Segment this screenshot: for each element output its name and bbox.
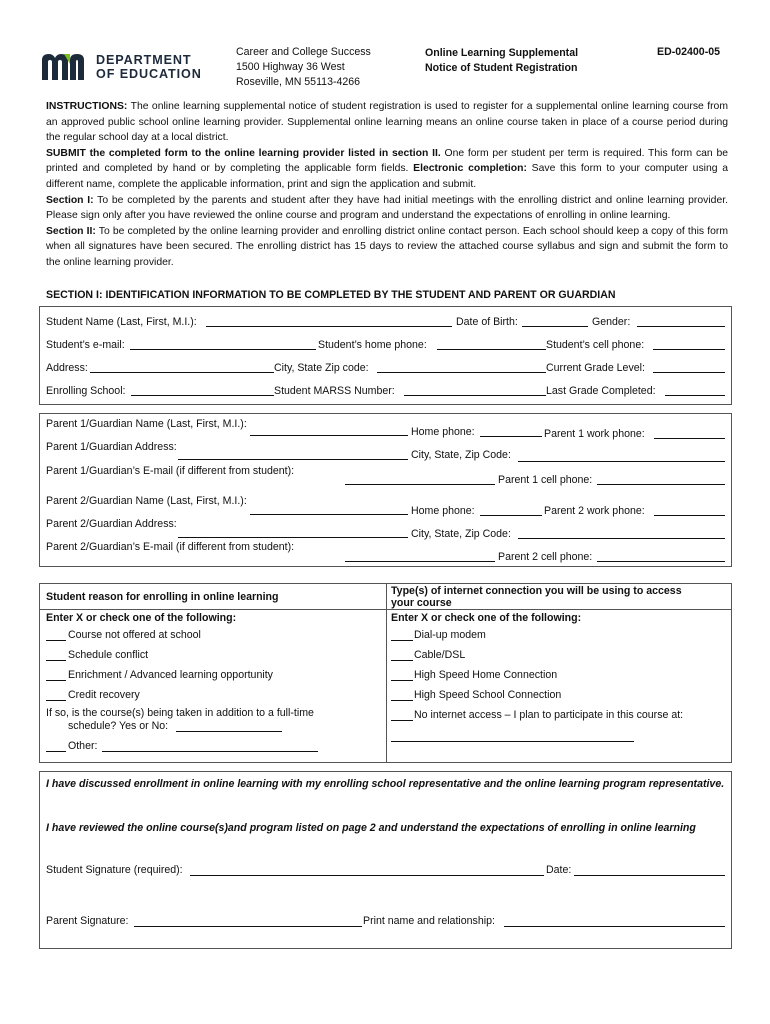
address-line: Career and College Success (236, 46, 371, 58)
parent1-home-phone-field[interactable] (480, 436, 542, 437)
gender-field[interactable] (637, 326, 725, 327)
parent2-city-field[interactable] (518, 538, 725, 539)
student-cell-phone-field[interactable] (653, 349, 725, 350)
internet-checkbox[interactable] (391, 720, 413, 721)
date-label: Date: (546, 864, 572, 876)
reason-checkbox[interactable] (46, 660, 66, 661)
course-review-statement: I have reviewed the online course(s)and program listed on page 2 and understand the expectations of enrolling in online learning (46, 822, 696, 834)
instructions-intro (46, 99, 728, 146)
date-field[interactable] (574, 875, 725, 876)
form-title-line: Online Learning Supplemental (425, 47, 579, 59)
no-internet-location-field[interactable] (391, 741, 634, 742)
student-cell-phone-label: Student’s cell phone: (546, 339, 645, 351)
enrolling-school-label: Enrolling School: (46, 385, 126, 397)
reason-checkbox[interactable] (46, 680, 66, 681)
logo-line1: DEPARTMENT (96, 53, 192, 67)
mn-logo-icon (42, 54, 92, 80)
internet-checkbox[interactable] (391, 640, 413, 641)
dob-field[interactable] (522, 326, 588, 327)
parent2-email-label: Parent 2/Guardian’s E-mail (if different from student): (46, 541, 295, 553)
reason-option: Enrichment / Advanced learning opportunity (68, 669, 273, 681)
reason-option: Schedule conflict (68, 649, 149, 661)
grade-level-label: Current Grade Level: (546, 362, 645, 374)
reason-enter-instruction: Enter X or check one of the following: (46, 612, 237, 624)
student-signature-field[interactable] (190, 875, 544, 876)
reason-option: Credit recovery (68, 689, 140, 701)
section2-text: To be completed by the online learning provider and enrolling district online contact person. Each school should keep a copy of this form when all signatures have been secured. The enrolling district has 15 days to review the attached course syllabus and sign and submit the form to the online learning provider. (46, 225, 728, 268)
parent2-home-phone-label: Home phone: (411, 505, 475, 517)
parent2-cell-phone-label: Parent 2 cell phone: (498, 551, 593, 563)
student-name-field[interactable] (206, 326, 452, 327)
section2-label: Section II: (46, 225, 96, 237)
parent1-city-label: City, State, Zip Code: (411, 449, 511, 461)
form-title (425, 46, 578, 76)
internet-option: High Speed School Connection (414, 689, 562, 701)
parent2-name-label: Parent 2/Guardian Name (Last, First, M.I.): (46, 495, 247, 507)
parent1-address-label: Parent 1/Guardian Address: (46, 441, 177, 453)
dob-label: Date of Birth: (456, 316, 518, 328)
city-state-zip-field[interactable] (377, 372, 546, 373)
student-email-label: Student’s e-mail: (46, 339, 125, 351)
parent2-cell-phone-field[interactable] (597, 561, 725, 562)
address-line: 1500 Highway 36 West (236, 61, 345, 73)
other-label: Other: (68, 740, 98, 752)
parent1-city-field[interactable] (518, 461, 725, 462)
last-grade-field[interactable] (665, 395, 725, 396)
last-grade-label: Last Grade Completed: (546, 385, 656, 397)
fulltime-question-cont: schedule? Yes or No: (68, 720, 169, 732)
section1-text: To be completed by the parents and student after they have had initial meetings with the enrolling district and online learning provider. Please sign only after you have reviewed the online course and program and understand the expectations of enrolling in online learning. (46, 194, 728, 222)
parent1-name-label: Parent 1/Guardian Name (Last, First, M.I.): (46, 418, 247, 430)
parent1-cell-phone-field[interactable] (597, 484, 725, 485)
print-name-label: Print name and relationship: (363, 915, 495, 927)
address-label: Address: (46, 362, 88, 374)
parent2-city-label: City, State, Zip Code: (411, 528, 511, 540)
submit-label: SUBMIT the completed form to the online learning provider listed in section II. (46, 147, 441, 159)
parent2-work-phone-field[interactable] (654, 515, 725, 516)
print-name-field[interactable] (504, 926, 725, 927)
student-home-phone-field[interactable] (437, 349, 546, 350)
internet-heading-cont: your course (391, 597, 452, 609)
internet-enter-instruction: Enter X or check one of the following: (391, 612, 582, 624)
other-reason-field[interactable] (102, 751, 318, 752)
enrolling-school-field[interactable] (131, 395, 274, 396)
address-line: Roseville, MN 55113-4266 (236, 76, 361, 88)
reason-checkbox[interactable] (46, 640, 66, 641)
internet-heading: Type(s) of internet connection you will be using to access (391, 585, 682, 597)
internet-option: Cable/DSL (414, 649, 466, 661)
form-code: ED-02400-05 (657, 46, 721, 58)
grade-level-field[interactable] (653, 372, 725, 373)
instructions (46, 99, 728, 271)
submit-instructions (46, 146, 728, 193)
section1-label: Section I: (46, 194, 94, 206)
parent2-work-phone-label: Parent 2 work phone: (544, 505, 645, 517)
internet-checkbox[interactable] (391, 680, 413, 681)
fulltime-answer-field[interactable] (176, 731, 282, 732)
table-divider (386, 583, 387, 763)
reason-option: Course not offered at school (68, 629, 201, 641)
address-field[interactable] (90, 372, 274, 373)
parent-signature-label: Parent Signature: (46, 915, 129, 927)
parent1-work-phone-field[interactable] (654, 438, 725, 439)
section1-title: SECTION I: IDENTIFICATION INFORMATION TO BE COMPLETED BY THE STUDENT AND PARENT OR GUARDIAN (46, 289, 616, 301)
marss-number-field[interactable] (404, 395, 546, 396)
form-title-line: Notice of Student Registration (425, 62, 578, 74)
parent1-email-label: Parent 1/Guardian’s E-mail (if different from student): (46, 465, 295, 477)
parent2-address-label: Parent 2/Guardian Address: (46, 518, 177, 530)
student-email-field[interactable] (130, 349, 316, 350)
parent1-email-field[interactable] (345, 484, 495, 485)
parent1-cell-phone-label: Parent 1 cell phone: (498, 474, 593, 486)
section2-instructions (46, 224, 728, 271)
parent2-address-field[interactable] (178, 537, 408, 538)
parent1-work-phone-label: Parent 1 work phone: (544, 428, 645, 440)
reason-checkbox[interactable] (46, 751, 66, 752)
student-signature-label: Student Signature (required): (46, 864, 183, 876)
gender-label: Gender: (592, 316, 631, 328)
internet-option: High Speed Home Connection (414, 669, 558, 681)
internet-option: No internet access – I plan to participate in this course at: (414, 709, 684, 721)
enrollment-statement: I have discussed enrollment in online learning with my enrolling school representative and the online learning program representative. (46, 778, 725, 790)
logo-line2: OF EDUCATION (96, 67, 202, 81)
student-name-label: Student Name (Last, First, M.I.): (46, 316, 197, 328)
student-home-phone-label: Student’s home phone: (318, 339, 427, 351)
parent2-email-field[interactable] (345, 561, 495, 562)
reason-heading: Student reason for enrolling in online learning (46, 591, 279, 603)
instructions-text: The online learning supplemental notice of student registration is used to register for a supplemental online learning course from an approved public school online learning provider. Supplemental online learning means an online course taken in place of a course period during the regular school day at a local district. (46, 101, 728, 144)
instructions-label: INSTRUCTIONS: (46, 101, 128, 112)
marss-number-label: Student MARSS Number: (274, 385, 395, 397)
city-state-zip-label: City, State Zip code: (274, 362, 369, 374)
office-address (236, 45, 371, 90)
parent-signature-field[interactable] (134, 926, 362, 927)
fulltime-question: If so, is the course(s) being taken in addition to a full-time (46, 707, 314, 719)
reason-checkbox[interactable] (46, 700, 66, 701)
parent1-home-phone-label: Home phone: (411, 426, 475, 438)
electronic-label: Electronic completion: (413, 163, 527, 175)
internet-checkbox[interactable] (391, 660, 413, 661)
parent1-address-field[interactable] (178, 459, 408, 460)
parent1-name-field[interactable] (250, 435, 408, 436)
section1-instructions (46, 193, 728, 224)
parent2-name-field[interactable] (250, 514, 408, 515)
internet-option: Dial-up modem (414, 629, 486, 641)
table-header-rule (39, 609, 732, 610)
submit-text: One form per student per term is required. This form can be printed and completed by hand or by completing the applicable form fields. (46, 147, 729, 175)
internet-checkbox[interactable] (391, 700, 413, 701)
parent2-home-phone-field[interactable] (480, 515, 542, 516)
electronic-text: Save this form to your computer using a different name, complete the applicable information, print and sign the application and submit. (46, 163, 728, 190)
